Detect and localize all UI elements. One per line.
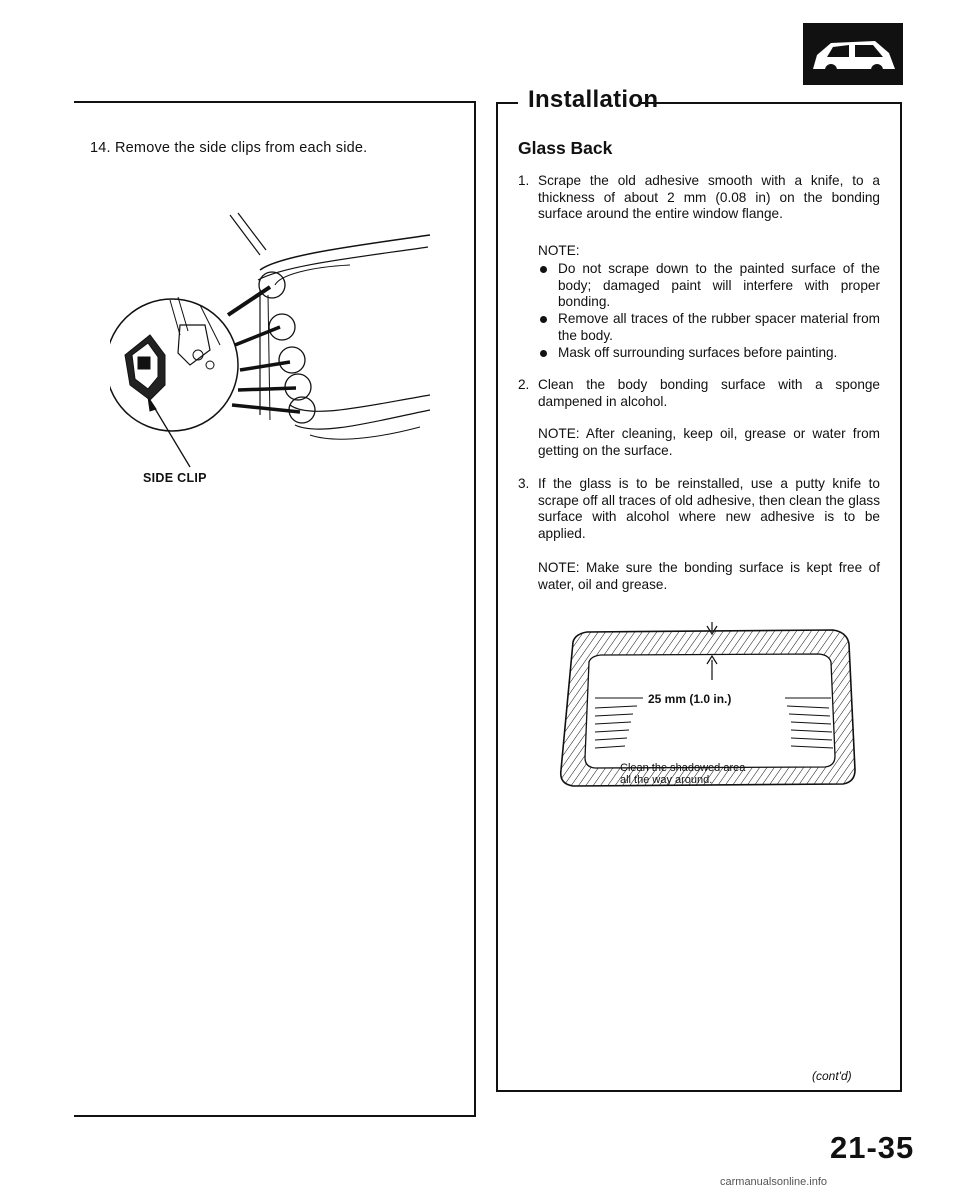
side-clip-figure bbox=[110, 205, 440, 470]
section-title: Installation bbox=[528, 86, 659, 113]
step-text: Clean the body bonding surface with a sponge dampened in alcohol. bbox=[538, 377, 880, 409]
bullet-icon bbox=[540, 266, 547, 273]
note-heading: NOTE: bbox=[538, 243, 580, 258]
note-surface-free: NOTE: Make sure the bonding surface is kept free of water, oil and grease. bbox=[538, 560, 880, 592]
note-bullet bbox=[538, 311, 880, 345]
dimension-label: 25 mm (1.0 in.) bbox=[648, 692, 732, 706]
step-text: Scrape the old adhesive smooth with a knife, to a thickness of about 2 mm (0.08 in) on the bonding surface around the entire window flange. bbox=[538, 173, 880, 221]
bullet-icon bbox=[540, 316, 547, 323]
step-number: 3. bbox=[518, 476, 530, 491]
continued-label: (cont'd) bbox=[812, 1069, 852, 1083]
bullet-text: Mask off surrounding surfaces before painting. bbox=[558, 345, 838, 360]
figure-caption bbox=[620, 762, 745, 786]
figure-caption-line-2: all the way around. bbox=[620, 774, 713, 786]
left-footer-rule bbox=[74, 1115, 476, 1117]
note-bullet bbox=[538, 345, 880, 363]
step-1 bbox=[518, 173, 880, 233]
step-number: 2. bbox=[518, 377, 530, 392]
step-number: 1. bbox=[518, 173, 530, 188]
note-bullet bbox=[538, 261, 880, 311]
bullet-text: Remove all traces of the rubber spacer material from the body. bbox=[558, 311, 880, 343]
step-text: If the glass is to be reinstalled, use a putty knife to scrape off all traces of old adhesive, then clean the glass surface with alcohol where new adhesive is to be applied. bbox=[538, 476, 880, 541]
note-after-cleaning: NOTE: After cleaning, keep oil, grease or water from getting on the surface. bbox=[538, 426, 880, 458]
figure-caption-line-1: Clean the shadowed area bbox=[620, 762, 746, 774]
subsection-title: Glass Back bbox=[518, 138, 613, 158]
left-column-border bbox=[474, 101, 476, 1117]
step-2 bbox=[518, 377, 880, 413]
right-header-rule-start bbox=[496, 102, 518, 104]
right-box-bottom bbox=[496, 1090, 902, 1092]
right-box-right bbox=[900, 102, 902, 1092]
page-number: 21-35 bbox=[830, 1130, 915, 1165]
car-body-icon bbox=[803, 23, 903, 85]
step-14-text: 14. Remove the side clips from each side. bbox=[90, 140, 368, 156]
bullet-text: Do not scrape down to the painted surface of the body; damaged paint will interfere with proper bonding. bbox=[558, 261, 880, 309]
right-header-rule-end bbox=[638, 102, 902, 104]
right-box-left bbox=[496, 102, 498, 1092]
bullet-icon bbox=[540, 350, 547, 357]
side-clip-label: SIDE CLIP bbox=[143, 471, 207, 485]
left-header-rule bbox=[74, 101, 475, 103]
step-3 bbox=[518, 476, 880, 546]
watermark-text: carmanualsonline.info bbox=[720, 1176, 828, 1188]
